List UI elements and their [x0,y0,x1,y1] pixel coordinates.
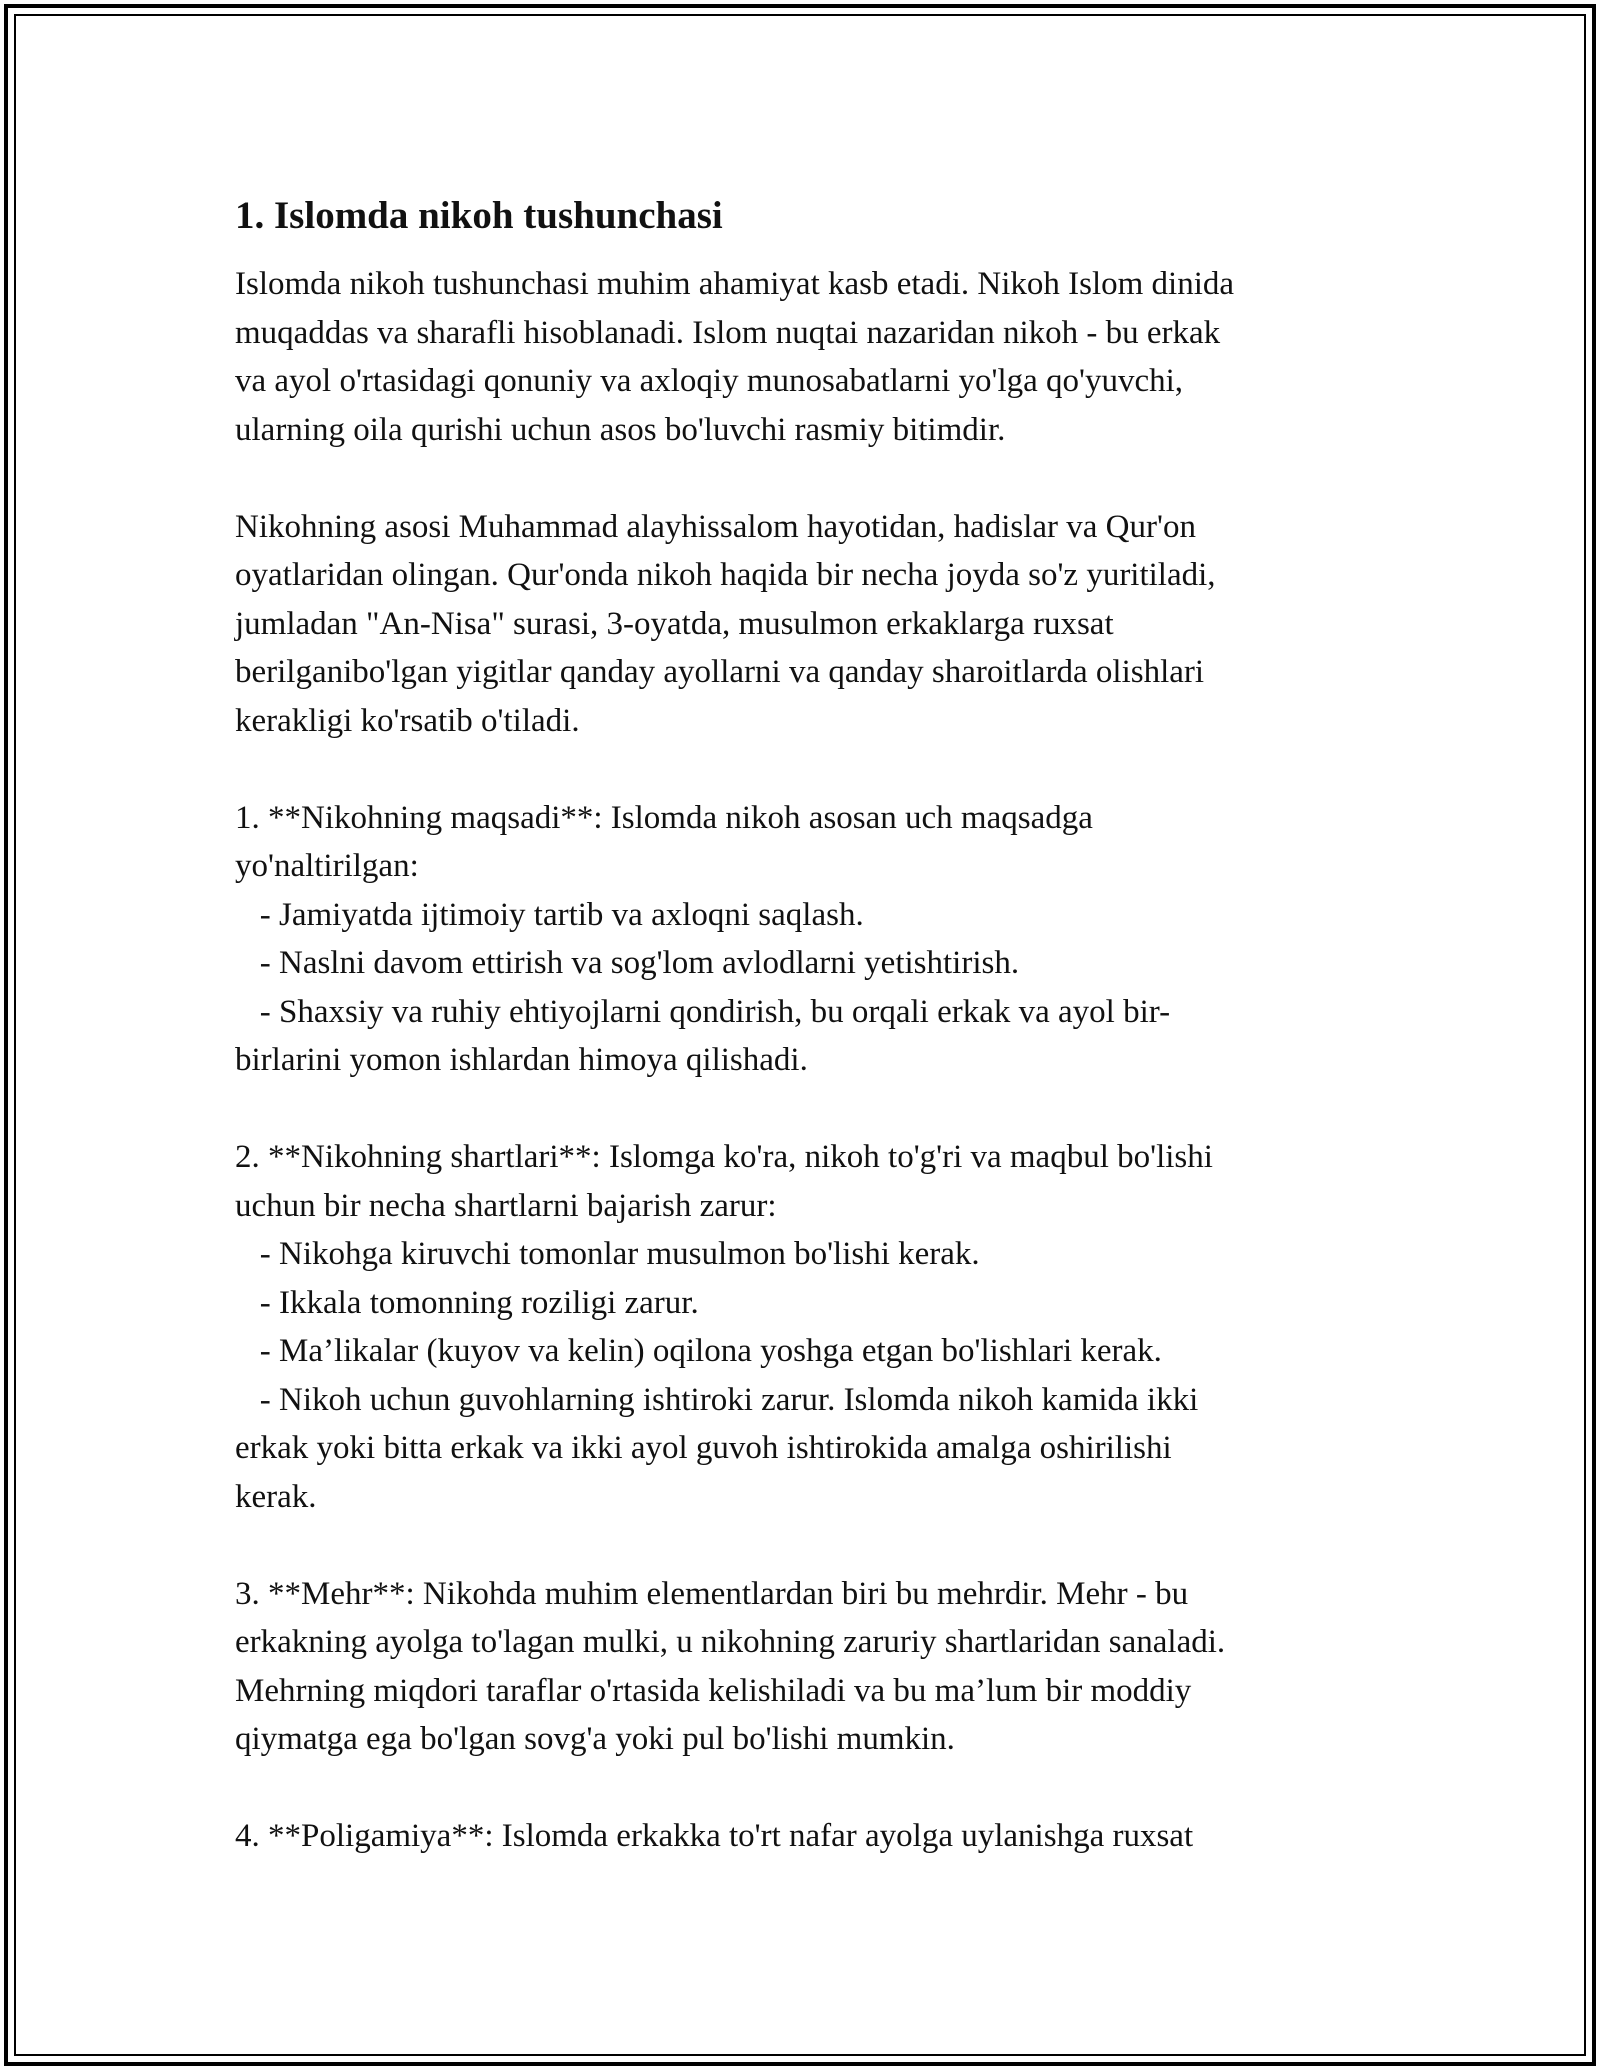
list-item-conditions: 2. **Nikohning shartlari**: Islomga ko'ra, nikoh to'g'ri va maqbul bo'lishi uchun bir necha shartlarni bajarish zarur: - Nikohga kiruvchi tomonlar musulmon bo'lishi kerak. - Ikkala tomonning roziligi zarur. - Ma’likalar (kuyov va kelin) oqilona yoshga etgan bo'lishlari kerak. - Nikoh uchun guvohlarning ishtiroki zarur. Islomda nikoh kamida ikki erkak yoki bitta erkak va ikki ayol guvoh ishtirokida amalga oshirilishi kerak. [235,1139,1213,1515]
paragraph-intro: Islomda nikoh tushunchasi muhim ahamiyat kasb etadi. Nikoh Islom dinida muqaddas va sharafli hisoblanadi. Islom nuqtai nazaridan nikoh - bu erkak va ayol o'rtasidagi qonuniy va axloqiy munosabatlarni yo'lga qo'yuvchi, ularning oila qurishi uchun asos bo'luvchi rasmiy bitimdir. [235,266,1235,448]
paragraph-gap [235,1521,1365,1570]
paragraph-gap [235,745,1365,794]
list-item-polygamy: 4. **Poligamiya**: Islomda erkakka to'rt nafar ayolga uylanishga ruxsat [235,1818,1194,1854]
paragraph-gap [235,1764,1365,1813]
list-item-mehr: 3. **Mehr**: Nikohda muhim elementlardan biri bu mehrdir. Mehr - bu erkakning ayolga to'lagan mulki, u nikohning zaruriy shartlaridan sanaladi. Mehrning miqdori taraflar o'rtasida kelishiladi va bu ma’lum bir moddiy qiymatga ega bo'lgan sovg'a yoki pul bo'lishi mumkin. [235,1575,1226,1757]
paragraph-origin: Nikohning asosi Muhammad alayhissalom hayotidan, hadislar va Qur'on oyatlaridan olingan. Qur'onda nikoh haqida bir necha joyda so'z yuritiladi, jumladan "An-Nisa" surasi, 3-oyatda, musulmon erkaklarga ruxsat berilganibo'lgan yigitlar qanday ayollarni va qanday sharoitlarda olishlari kerakligi ko'rsatib o'tiladi. [235,508,1216,739]
paragraph-gap [235,454,1365,503]
paragraph-gap [235,1085,1365,1134]
document-body [235,186,1365,1861]
section-heading: 1. Islomda nikoh tushunchasi [235,194,723,237]
list-item-purpose: 1. **Nikohning maqsadi**: Islomda nikoh asosan uch maqsadga yo'naltirilgan: - Jamiyatda ijtimoiy tartib va axloqni saqlash. - Naslni davom ettirish va sog'lom avlodlarni yetishtirish. - Shaxsiy va ruhiy ehtiyojlarni qondirish, bu orqali erkak va ayol bir- birlarini yomon ishlardan himoya qilishadi. [235,799,1171,1078]
